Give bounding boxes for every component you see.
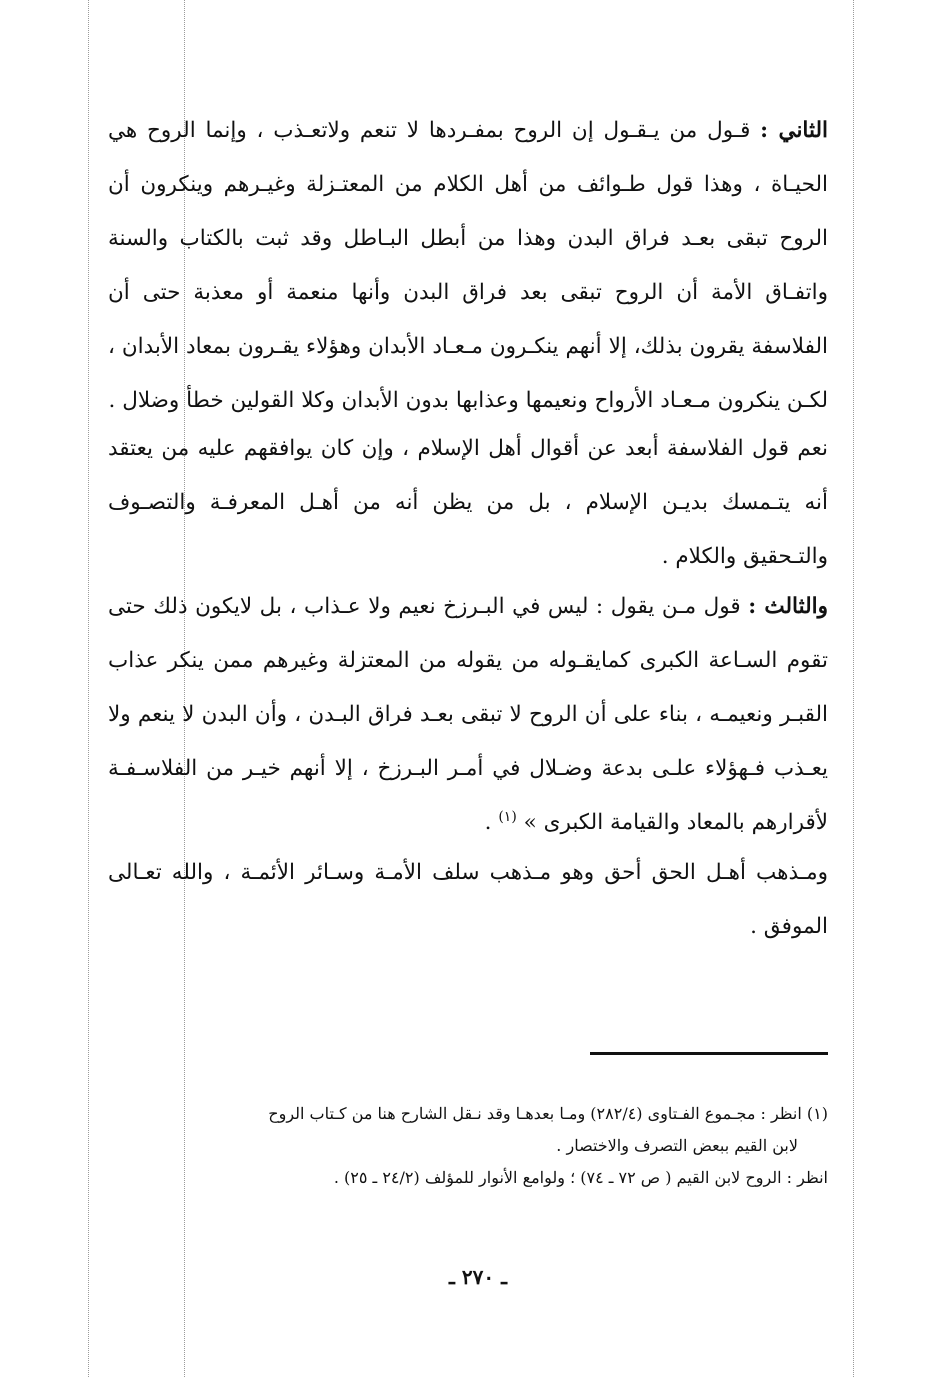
- margin-guide-right: [853, 0, 854, 1377]
- footnote-separator: [590, 1052, 828, 1055]
- paragraph-philosophers: [108, 422, 828, 584]
- paragraph-text: قـول من يـقـول إن الروح بمفـردها لا تنعم ولاتعـذب ، وإنما الروح هي الحيـاة ، وهذا قول طـوائف من أهل الكلام من المعتـزلة وغيـرهم وينكرون أن الروح تبقى بعـد فراق البدن وهذا من أبطل البـاطل وقد ثبت بالكتاب والسنة واتفـاق الأمة أن الروح تبقى بعد فراق البدن وأنها منعمة أو معذبة حتى أن الفلاسفة يقرون بذلك، إلا أنهم ينكـرون مـعـاد الأبدان وهؤلاء يقـرون بمعاد الأبدان ، لكـن ينكرون مـعـاد الأرواح ونعيمها وعذابها بدون الأبدان وكلا القولين خطأ وضلال .: [108, 118, 828, 413]
- paragraph-conclusion: [108, 846, 828, 954]
- footnotes: [108, 1098, 828, 1194]
- margin-guide-left: [88, 0, 89, 1377]
- paragraph-text: ومـذهب أهـل الحق أحق وهو مـذهب سلف الأمـة وسـائر الأئمـة ، والله تعـالى الموفق .: [108, 860, 828, 939]
- footnote-line: انظر : الروح لابن القيم ( ص ٧٢ ـ ٧٤) ؛ ولوامع الأنوار للمؤلف (٢٤/٢ ـ ٢٥) .: [333, 1168, 828, 1187]
- paragraph-lead: والثالث :: [748, 594, 828, 619]
- paragraph-third-view: [108, 580, 828, 850]
- paragraph-tail: .: [484, 810, 499, 835]
- paragraph-second-view: [108, 104, 828, 428]
- footnote-line: (١) انظر : مجـموع الفـتاوى (٢٨٢/٤) ومـا بعدهـا وقد نـقل الشارح هنا من كـتاب الروح: [268, 1104, 828, 1123]
- footnote-reference[interactable]: (١): [498, 808, 517, 825]
- paragraph-text: نعم قول الفلاسفة أبعد عن أقوال أهل الإسلام ، وإن كان يوافقهم عليه من يعتقد أنه يتـمسك بديـن الإسلام ، بل من يظن أنه من أهـل المعرفـة والتصـوف والتـحقيق والكلام .: [108, 436, 828, 569]
- footnote-line: لابن القيم ببعض التصرف والاختصار .: [556, 1136, 798, 1155]
- paragraph-text: قول مـن يقول : ليس في البـرزخ نعيم ولا عـذاب ، بل لايكون ذلك حتى تقوم السـاعة الكبرى كمايقـوله من يقوله من المعتزلة وغيرهم ممن ينكر عذاب القبـر ونعيمـه ، بناء على أن الروح لا تبقى بعـد فراق البـدن ، وأن البدن لا ينعم ولا يعـذب فـهؤلاء علـى بدعة وضـلال في أمـر البـرزخ ، إلا أنهم خيـر من الفلاسـفـة لأقرارهم بالمعاد والقيامة الكبرى »: [108, 594, 828, 835]
- paragraph-lead: الثاني :: [760, 118, 829, 143]
- page-number: ـ ٢٧٠ ـ: [449, 1265, 507, 1289]
